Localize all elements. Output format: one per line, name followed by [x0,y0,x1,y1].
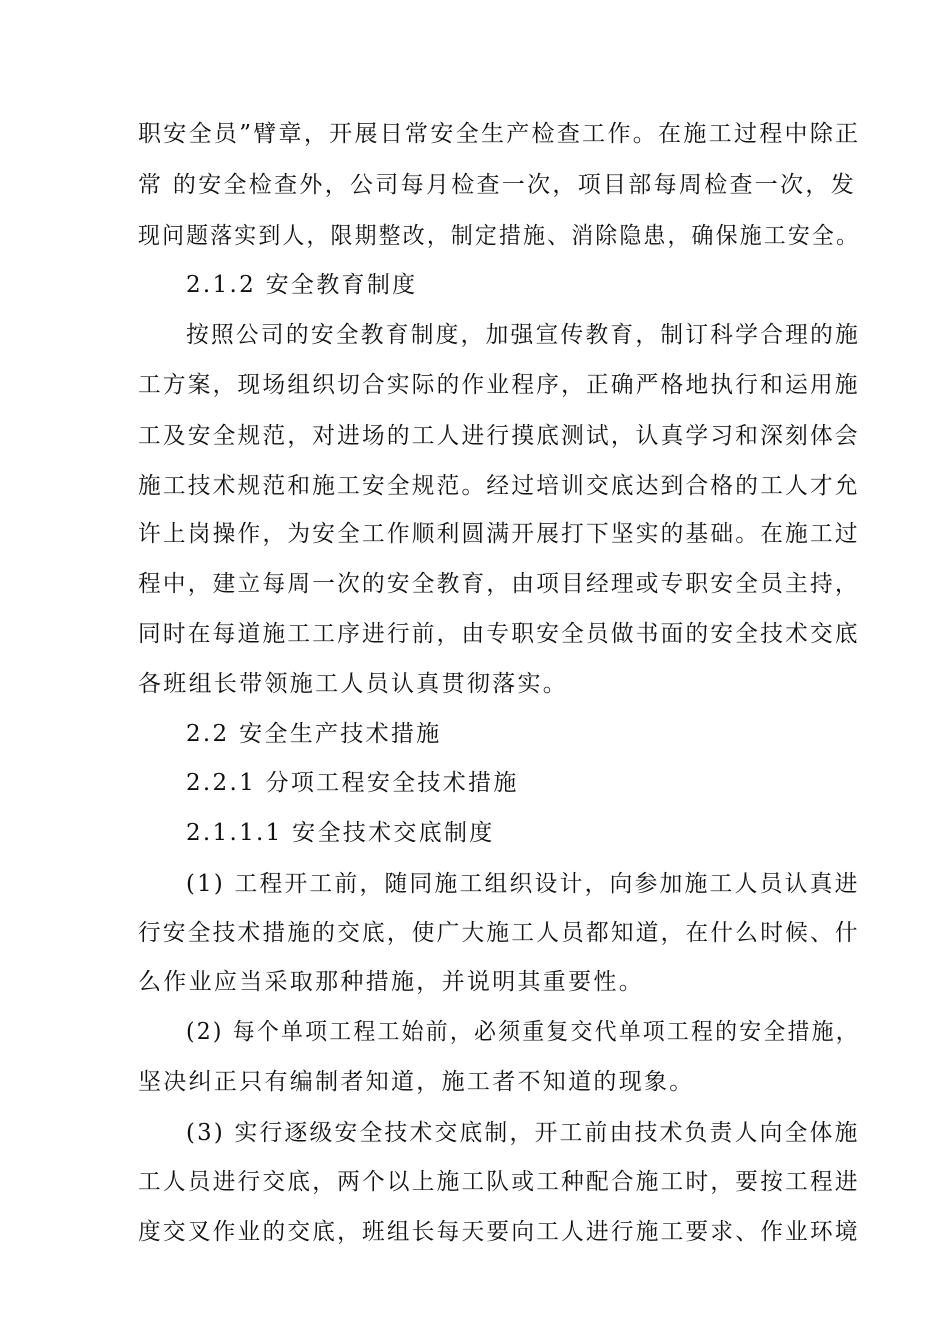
paragraph-line: 行安全技术措施的交底，使广大施工人员都知道，在什么时候、什 [138,920,860,946]
paragraph-line: 按照公司的安全教育制度，加强宣传教育，制订科学合理的施 [186,322,861,348]
paragraph-line: 坚决纠正只有编制者知道，施工者不知道的现象。 [138,1069,695,1095]
paragraph-line: 职安全员”臂章，开展日常安全生产检查工作。在施工过程中除正 [138,121,861,147]
paragraph-line: 么作业应当采取那种措施，并说明其重要性。 [138,969,644,995]
section-heading: 2.1.1.1 安全技术交底制度 [186,820,495,846]
paragraph-line: 工人员进行交底，两个以上施工队或工种配合施工时，要按工程进 [138,1169,860,1195]
paragraph-line: 施工技术规范和施工安全规范。经过培训交底达到合格的工人才允 [138,473,860,499]
paragraph-line: (2) 每个单项工程工始前，必须重复交代单项工程的安全措施， [186,1019,860,1045]
paragraph-line: 现问题落实到人，限期整改，制定措施、消除隐患，确保施工安全。 [138,223,861,249]
section-heading: 2.2 安全生产技术措施 [186,721,442,747]
paragraph-line: 许上岗操作，为安全工作顺利圆满开展打下坚实的基础。在施工过 [138,521,860,547]
paragraph-line: 程中，建立每周一次的安全教育，由项目经理或专职安全员主持， [138,571,860,597]
section-heading: 2.2.1 分项工程安全技术措施 [186,770,519,796]
paragraph-line: (1) 工程开工前，随同施工组织设计，向参加施工人员认真进 [186,871,860,897]
paragraph-line: 各班组长带领施工人员认真贯彻落实。 [138,671,569,697]
paragraph-line: (3) 实行逐级安全技术交底制，开工前由技术负责人向全体施 [186,1120,860,1146]
paragraph-line: 同时在每道施工工序进行前，由专职安全员做书面的安全技术交底 [138,621,860,647]
paragraph-line: 常 的安全检查外，公司每月检查一次，项目部每周检查一次，发 [138,172,857,198]
paragraph-line: 度交叉作业的交底，班组长每天要向工人进行施工要求、作业环境 [138,1219,860,1245]
paragraph-line: 工方案，现场组织切合实际的作业程序，正确严格地执行和运用施 [138,372,860,398]
paragraph-line: 工及安全规范，对进场的工人进行摸底测试，认真学习和深刻体会 [138,423,860,449]
section-heading: 2.1.2 安全教育制度 [186,272,418,298]
